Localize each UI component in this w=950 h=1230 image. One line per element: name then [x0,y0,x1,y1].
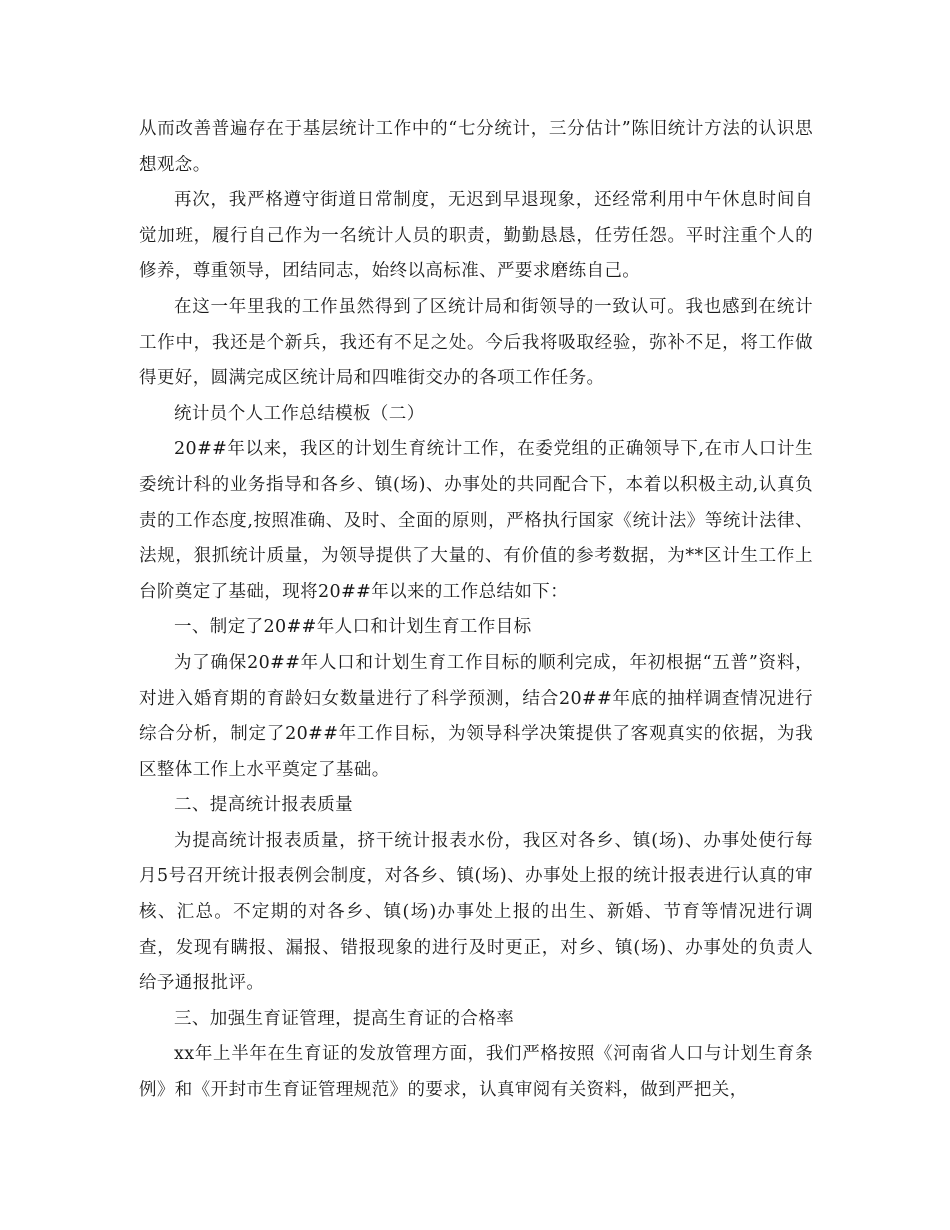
document-body [139,112,813,1109]
paragraph-continuation: 从而改善普遍存在于基层统计工作中的“七分统计，三分估计”陈旧统计方法的认识思想观念。 [139,119,813,175]
paragraph: 为了确保20##年人口和计划生育工作目标的顺利完成，年初根据“五普”资料，对进入婚育期的育龄妇女数量进行了科学预测，结合20##年底的抽样调查情况进行综合分析，制定了20##年工作目标，为领导科学决策提供了客观真实的依据，为我区整体工作上水平奠定了基础。 [139,652,813,780]
paragraph: 在这一年里我的工作虽然得到了区统计局和街领导的一致认可。我也感到在统计工作中，我还是个新兵，我还有不足之处。今后我将吸取经验，弥补不足，将工作做得更好，圆满完成区统计局和四唯街交办的各项工作任务。 [139,296,813,389]
section-heading: 一、制定了20##年人口和计划生育工作目标 [174,617,532,638]
paragraph: xx年上半年在生育证的发放管理方面，我们严格按照《河南省人口与计划生育条例》和《开封市生育证管理规范》的要求，认真审阅有关资料，做到严把关， [139,1044,813,1101]
paragraph: 为提高统计报表质量，挤干统计报表水份，我区对各乡、镇(场)、办事处使行每月5号召开统计报表例会制度，对各乡、镇(场)、办事处上报的统计报表进行认真的审核、汇总。不定期的对各乡、镇(场)办事处上报的出生、新婚、节育等情况进行调查，发现有瞒报、漏报、错报现象的进行及时更正，对乡、镇(场)、办事处的负责人给予通报批评。 [139,830,813,994]
section-heading: 二、提高统计报表质量 [174,795,353,816]
paragraph: 20##年以来，我区的计划生育统计工作，在委党组的正确领导下,在市人口计生委统计科的业务指导和各乡、镇(场)、办事处的共同配合下，本着以积极主动,认真负责的工作态度,按照准确、及时、全面的原则，严格执行国家《统计法》等统计法律、法规，狠抓统计质量，为领导提供了大量的、有价值的参考数据，为**区计生工作上台阶奠定了基础，现将20##年以来的工作总结如下： [139,439,813,602]
section-heading: 三、加强生育证管理，提高生育证的合格率 [174,1008,515,1029]
section-title: 统计员个人工作总结模板（二） [174,403,425,424]
paragraph: 再次，我严格遵守街道日常制度，无迟到早退现象，还经常利用中午休息时间自觉加班，履行自己作为一名统计人员的职责，勤勤恳恳，任劳任怨。平时注重个人的修养，尊重领导，团结同志，始终以高标准、严要求磨练自己。 [139,190,813,282]
